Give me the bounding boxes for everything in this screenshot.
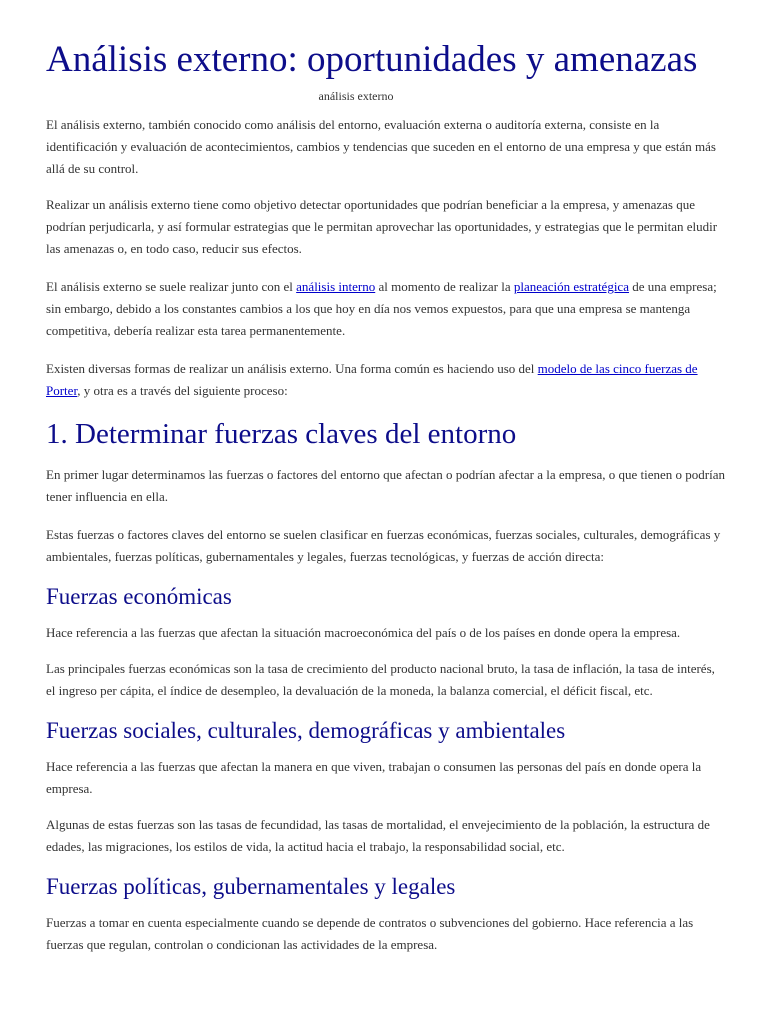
methods-text-1: Existen diversas formas de realizar un análisis externo. Una forma común es haciendo uso del	[46, 361, 538, 376]
analisis-interno-link[interactable]: análisis interno	[296, 279, 376, 294]
methods-paragraph	[46, 358, 726, 402]
relation-text-2: al momento de realizar la	[375, 279, 514, 294]
relation-text-1: El análisis externo se suele realizar junto con el	[46, 279, 297, 294]
intro-paragraph: El análisis externo, también conocido como análisis del entorno, evaluación externa o auditoría externa, consiste en la identificación y evaluación de acontecimientos, cambios y tendencias que suceden en el entorno de una empresa y que están más allá de su control.	[46, 117, 716, 176]
subheading-politicas: Fuerzas políticas, gubernamentales y legales	[46, 874, 456, 899]
article-content	[46, 38, 726, 956]
relation-paragraph	[46, 276, 726, 342]
image-caption: análisis externo	[318, 89, 394, 103]
economicas-paragraph-1: Hace referencia a las fuerzas que afectan la situación macroeconómica del país o de los países en donde opera la empresa.	[46, 625, 681, 640]
cinco-fuerzas-porter-link[interactable]: modelo de las cinco fuerzas de Porter	[46, 361, 698, 398]
methods-text-2: , y otra es a través del siguiente proceso:	[77, 383, 288, 398]
section-heading-fuerzas-claves: 1. Determinar fuerzas claves del entorno	[46, 418, 517, 450]
relation-text-3: de una empresa; sin embargo, debido a los constantes cambios a los que hoy en día nos vemos expuestos, para que una empresa se mantenga competitiva, debería realizar esta tarea permanentemente.	[46, 279, 717, 338]
sociales-paragraph-2: Algunas de estas fuerzas son las tasas de fecundidad, las tasas de mortalidad, el envejecimiento de la población, la estructura de edades, las migraciones, los estilos de vida, la actitud hacia el trabajo, la responsabilidad social, etc.	[46, 817, 710, 854]
section1-paragraph-1: En primer lugar determinamos las fuerzas o factores del entorno que afectan o podrían afectar a la empresa, o que tienen o podrían tener influencia en ella.	[46, 467, 725, 504]
section1-paragraph-2: Estas fuerzas o factores claves del entorno se suelen clasificar en fuerzas económicas, fuerzas sociales, culturales, demográficas y ambientales, fuerzas políticas, gubernamentales y legales, fuerzas tecnológicas, y fuerzas de acción directa:	[46, 527, 721, 564]
subheading-economicas: Fuerzas económicas	[46, 584, 232, 609]
page-title: Análisis externo: oportunidades y amenazas	[46, 39, 698, 80]
sociales-paragraph-1: Hace referencia a las fuerzas que afectan la manera en que viven, trabajan o consumen las personas del país en donde opera la empresa.	[46, 759, 702, 796]
politicas-paragraph-1: Fuerzas a tomar en cuenta especialmente cuando se depende de contratos o subvenciones del gobierno. Hace referencia a las fuerzas que regulan, controlan o condicionan las actividades de la empresa.	[46, 915, 694, 952]
planeacion-estrategica-link[interactable]: planeación estratégica	[513, 279, 629, 294]
economicas-paragraph-2: Las principales fuerzas económicas son la tasa de crecimiento del producto nacional bruto, la tasa de inflación, la tasa de interés, el ingreso per cápita, el índice de desempleo, la devaluación de la moneda, la balanza comercial, el déficit fiscal, etc.	[46, 661, 715, 698]
subheading-sociales: Fuerzas sociales, culturales, demográficas y ambientales	[46, 718, 566, 743]
objective-paragraph: Realizar un análisis externo tiene como objetivo detectar oportunidades que podrían beneficiar a la empresa, y amenazas que podrían perjudicarla, y así formular estrategias que le permitan aprovechar las oportunidades, y estrategias que le permitan eludir las amenazas o, en todo caso, reducir sus efectos.	[46, 197, 718, 256]
